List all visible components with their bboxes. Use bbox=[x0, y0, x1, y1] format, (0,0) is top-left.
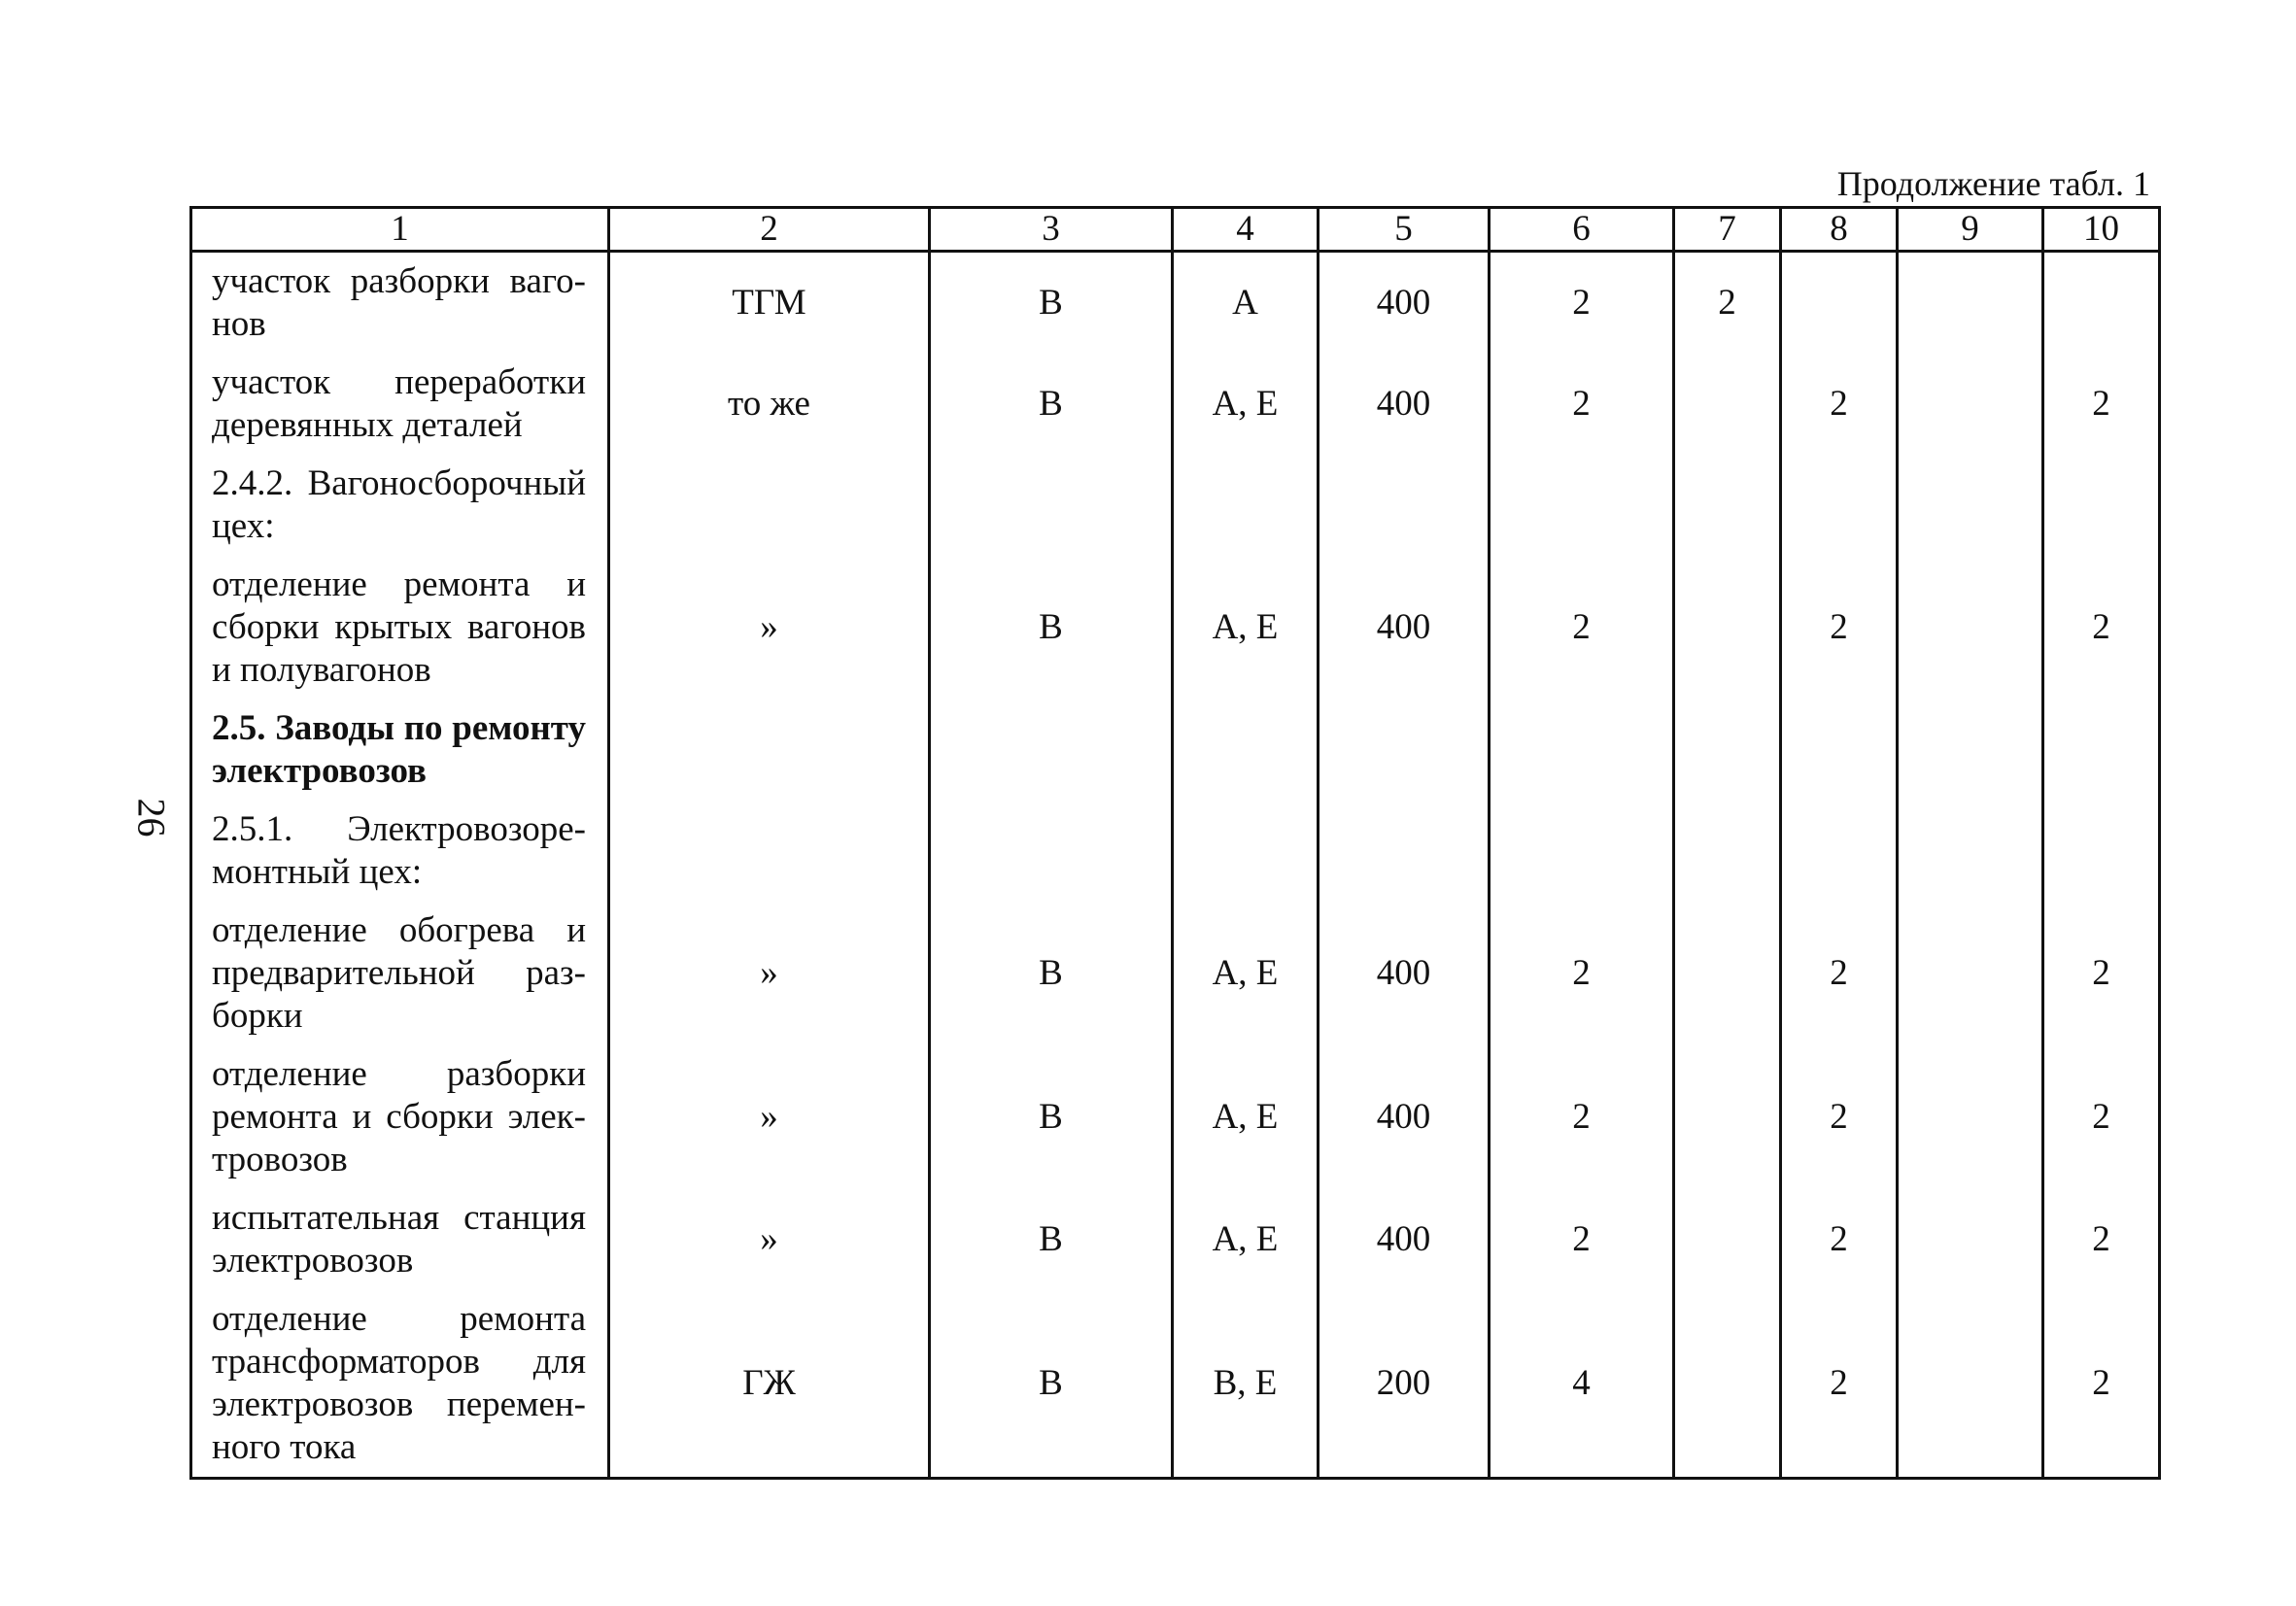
cell-col-3: В bbox=[930, 354, 1173, 455]
cell-col-4: А, Е bbox=[1173, 354, 1319, 455]
cell-col-8 bbox=[1781, 801, 1898, 902]
cell-col-6 bbox=[1490, 801, 1674, 902]
cell-col-9 bbox=[1898, 556, 2043, 700]
cell-col-2: » bbox=[609, 1045, 930, 1189]
row-name-cell: участок переработки деревянных деталей bbox=[191, 354, 609, 455]
cell-col-3: В bbox=[930, 902, 1173, 1045]
cell-col-8: 2 bbox=[1781, 1045, 1898, 1189]
row-name-cell: участок разборки вагонов bbox=[191, 252, 609, 355]
table-row bbox=[191, 902, 2160, 1045]
cell-col-7: 2 bbox=[1674, 252, 1781, 355]
table-row bbox=[191, 700, 2160, 801]
table-caption: Продолжение табл. 1 bbox=[1836, 164, 2150, 203]
cell-col-7 bbox=[1674, 1290, 1781, 1479]
cell-col-5: 400 bbox=[1319, 252, 1490, 355]
header-row bbox=[191, 208, 2160, 252]
column-header-4: 4 bbox=[1173, 208, 1319, 252]
column-header-2: 2 bbox=[609, 208, 930, 252]
cell-col-4: А, Е bbox=[1173, 902, 1319, 1045]
row-name-cell: отделение обогрева и предварительной разборки bbox=[191, 902, 609, 1045]
cell-col-5: 400 bbox=[1319, 1045, 1490, 1189]
cell-col-10 bbox=[2043, 252, 2160, 355]
table-row bbox=[191, 1189, 2160, 1290]
column-header-8: 8 bbox=[1781, 208, 1898, 252]
column-header-1: 1 bbox=[191, 208, 609, 252]
cell-col-6: 4 bbox=[1490, 1290, 1674, 1479]
column-header-6: 6 bbox=[1490, 208, 1674, 252]
cell-col-4 bbox=[1173, 700, 1319, 801]
cell-col-10: 2 bbox=[2043, 354, 2160, 455]
cell-col-4: А bbox=[1173, 252, 1319, 355]
row-name-cell: отделение ремонта трансформаторов для электровозов переменного тока bbox=[191, 1290, 609, 1479]
cell-col-9 bbox=[1898, 700, 2043, 801]
cell-col-8: 2 bbox=[1781, 1189, 1898, 1290]
cell-col-2: » bbox=[609, 556, 930, 700]
cell-col-3: В bbox=[930, 1045, 1173, 1189]
cell-col-2 bbox=[609, 700, 930, 801]
cell-col-5: 200 bbox=[1319, 1290, 1490, 1479]
cell-col-3 bbox=[930, 700, 1173, 801]
cell-col-5 bbox=[1319, 700, 1490, 801]
table-body bbox=[191, 252, 2160, 1479]
cell-col-6: 2 bbox=[1490, 1045, 1674, 1189]
cell-col-4: А, Е bbox=[1173, 556, 1319, 700]
cell-col-8: 2 bbox=[1781, 556, 1898, 700]
cell-col-9 bbox=[1898, 252, 2043, 355]
cell-col-8: 2 bbox=[1781, 354, 1898, 455]
row-name-cell: испытательная станция электровозов bbox=[191, 1189, 609, 1290]
cell-col-4 bbox=[1173, 455, 1319, 556]
cell-col-7 bbox=[1674, 700, 1781, 801]
column-header-3: 3 bbox=[930, 208, 1173, 252]
cell-col-8: 2 bbox=[1781, 902, 1898, 1045]
table-row bbox=[191, 801, 2160, 902]
cell-col-2 bbox=[609, 455, 930, 556]
cell-col-9 bbox=[1898, 354, 2043, 455]
cell-col-3 bbox=[930, 455, 1173, 556]
cell-col-3: В bbox=[930, 556, 1173, 700]
cell-col-6: 2 bbox=[1490, 1189, 1674, 1290]
cell-col-7 bbox=[1674, 902, 1781, 1045]
cell-col-9 bbox=[1898, 455, 2043, 556]
cell-col-9 bbox=[1898, 902, 2043, 1045]
cell-col-10 bbox=[2043, 455, 2160, 556]
cell-col-3: В bbox=[930, 252, 1173, 355]
cell-col-6 bbox=[1490, 455, 1674, 556]
table-row bbox=[191, 1290, 2160, 1479]
cell-col-4: А, Е bbox=[1173, 1045, 1319, 1189]
cell-col-5: 400 bbox=[1319, 354, 1490, 455]
cell-col-5: 400 bbox=[1319, 1189, 1490, 1290]
cell-col-6: 2 bbox=[1490, 354, 1674, 455]
column-header-10: 10 bbox=[2043, 208, 2160, 252]
cell-col-10: 2 bbox=[2043, 1290, 2160, 1479]
cell-col-2: то же bbox=[609, 354, 930, 455]
cell-col-10 bbox=[2043, 801, 2160, 902]
table-row bbox=[191, 556, 2160, 700]
cell-col-5 bbox=[1319, 455, 1490, 556]
cell-col-2: » bbox=[609, 1189, 930, 1290]
cell-col-7 bbox=[1674, 1189, 1781, 1290]
cell-col-10: 2 bbox=[2043, 556, 2160, 700]
cell-col-9 bbox=[1898, 1045, 2043, 1189]
table-row bbox=[191, 455, 2160, 556]
cell-col-2: » bbox=[609, 902, 930, 1045]
data-table bbox=[189, 206, 2161, 1480]
cell-col-8 bbox=[1781, 252, 1898, 355]
cell-col-3: В bbox=[930, 1189, 1173, 1290]
cell-col-10: 2 bbox=[2043, 902, 2160, 1045]
column-header-7: 7 bbox=[1674, 208, 1781, 252]
row-name-cell: 2.5. Заводы по ремонту электровозов bbox=[191, 700, 609, 801]
cell-col-6: 2 bbox=[1490, 902, 1674, 1045]
cell-col-2: ТГМ bbox=[609, 252, 930, 355]
cell-col-4 bbox=[1173, 801, 1319, 902]
cell-col-6: 2 bbox=[1490, 252, 1674, 355]
cell-col-7 bbox=[1674, 801, 1781, 902]
cell-col-8 bbox=[1781, 455, 1898, 556]
cell-col-9 bbox=[1898, 801, 2043, 902]
page-number: 26 bbox=[129, 798, 174, 837]
cell-col-5: 400 bbox=[1319, 902, 1490, 1045]
column-header-9: 9 bbox=[1898, 208, 2043, 252]
cell-col-7 bbox=[1674, 455, 1781, 556]
cell-col-7 bbox=[1674, 1045, 1781, 1189]
row-name-cell: 2.4.2. Вагоносборочный цех: bbox=[191, 455, 609, 556]
cell-col-2 bbox=[609, 801, 930, 902]
cell-col-3: В bbox=[930, 1290, 1173, 1479]
row-name-cell: 2.5.1. Электровозоремонтный цех: bbox=[191, 801, 609, 902]
table-row bbox=[191, 252, 2160, 355]
cell-col-6: 2 bbox=[1490, 556, 1674, 700]
cell-col-5: 400 bbox=[1319, 556, 1490, 700]
cell-col-4: В, Е bbox=[1173, 1290, 1319, 1479]
cell-col-2: ГЖ bbox=[609, 1290, 930, 1479]
cell-col-10: 2 bbox=[2043, 1045, 2160, 1189]
row-name-cell: отделение ремонта и сборки крытых вагонов и полувагонов bbox=[191, 556, 609, 700]
cell-col-10: 2 bbox=[2043, 1189, 2160, 1290]
cell-col-8 bbox=[1781, 700, 1898, 801]
cell-col-10 bbox=[2043, 700, 2160, 801]
cell-col-5 bbox=[1319, 801, 1490, 902]
cell-col-3 bbox=[930, 801, 1173, 902]
cell-col-7 bbox=[1674, 354, 1781, 455]
table-row bbox=[191, 1045, 2160, 1189]
cell-col-9 bbox=[1898, 1290, 2043, 1479]
cell-col-7 bbox=[1674, 556, 1781, 700]
column-header-5: 5 bbox=[1319, 208, 1490, 252]
table-row bbox=[191, 354, 2160, 455]
cell-col-8: 2 bbox=[1781, 1290, 1898, 1479]
cell-col-9 bbox=[1898, 1189, 2043, 1290]
cell-col-6 bbox=[1490, 700, 1674, 801]
row-name-cell: отделение разборки ремонта и сборки электровозов bbox=[191, 1045, 609, 1189]
cell-col-4: А, Е bbox=[1173, 1189, 1319, 1290]
